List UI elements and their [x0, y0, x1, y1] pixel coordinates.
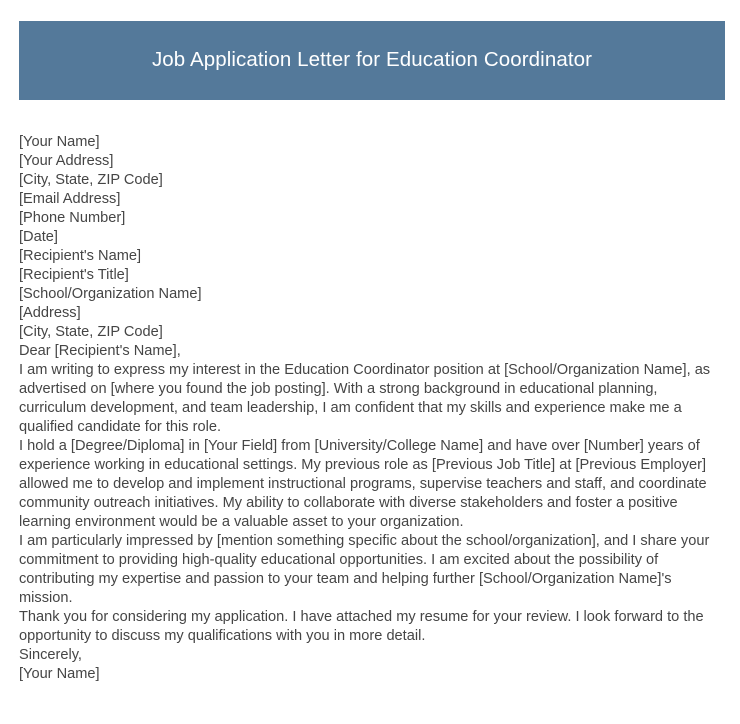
- letter-paragraph-4: Thank you for considering my application. I have attached my resume for your review. I look forward to the opportunity to discuss my qualifications with you in more detail.: [19, 609, 704, 644]
- recipient-address: [Address]: [19, 305, 81, 321]
- letter-body: [19, 133, 723, 684]
- sender-name: [Your Name]: [19, 134, 100, 150]
- recipient-city-state-zip: [City, State, ZIP Code]: [19, 324, 163, 340]
- letter-paragraph-1: I am writing to express my interest in the Education Coordinator position at [School/Organization Name], as advertised on [where you found the job posting]. With a strong background in educational planning, curriculum development, and team leadership, I am confident that my skills and experience make me a qualified candidate for this role.: [19, 362, 711, 435]
- sender-email: [Email Address]: [19, 191, 121, 207]
- recipient-name: [Recipient's Name]: [19, 248, 142, 264]
- closing-salutation: Sincerely,: [19, 647, 82, 663]
- sender-city-state-zip: [City, State, ZIP Code]: [19, 172, 163, 188]
- recipient-organization: [School/Organization Name]: [19, 286, 202, 302]
- recipient-title: [Recipient's Title]: [19, 267, 129, 283]
- salutation: Dear [Recipient's Name],: [19, 343, 181, 359]
- signature-name: [Your Name]: [19, 666, 100, 682]
- page-title: Job Application Letter for Education Coordinator: [151, 48, 593, 72]
- letter-header-banner: [19, 21, 725, 100]
- sender-address: [Your Address]: [19, 153, 114, 169]
- letter-paragraph-2: I hold a [Degree/Diploma] in [Your Field] from [University/College Name] and have over [Number] years of experience working in educational settings. My previous role as [Previous Job Title] at [Previous Employer] allowed me to develop and implement instructional programs, supervise teachers and staff, and coordinate community outreach initiatives. My ability to collaborate with diverse stakeholders and foster a positive learning environment would be a valuable asset to your organization.: [19, 438, 707, 530]
- letter-paragraph-3: I am particularly impressed by [mention something specific about the school/organization], and I share your commitment to providing high-quality educational opportunities. I am excited about the possibility of contributing my expertise and passion to your team and helping further [School/Organization Name]'s mission.: [19, 533, 710, 606]
- letter-date: [Date]: [19, 229, 58, 245]
- sender-phone: [Phone Number]: [19, 210, 126, 226]
